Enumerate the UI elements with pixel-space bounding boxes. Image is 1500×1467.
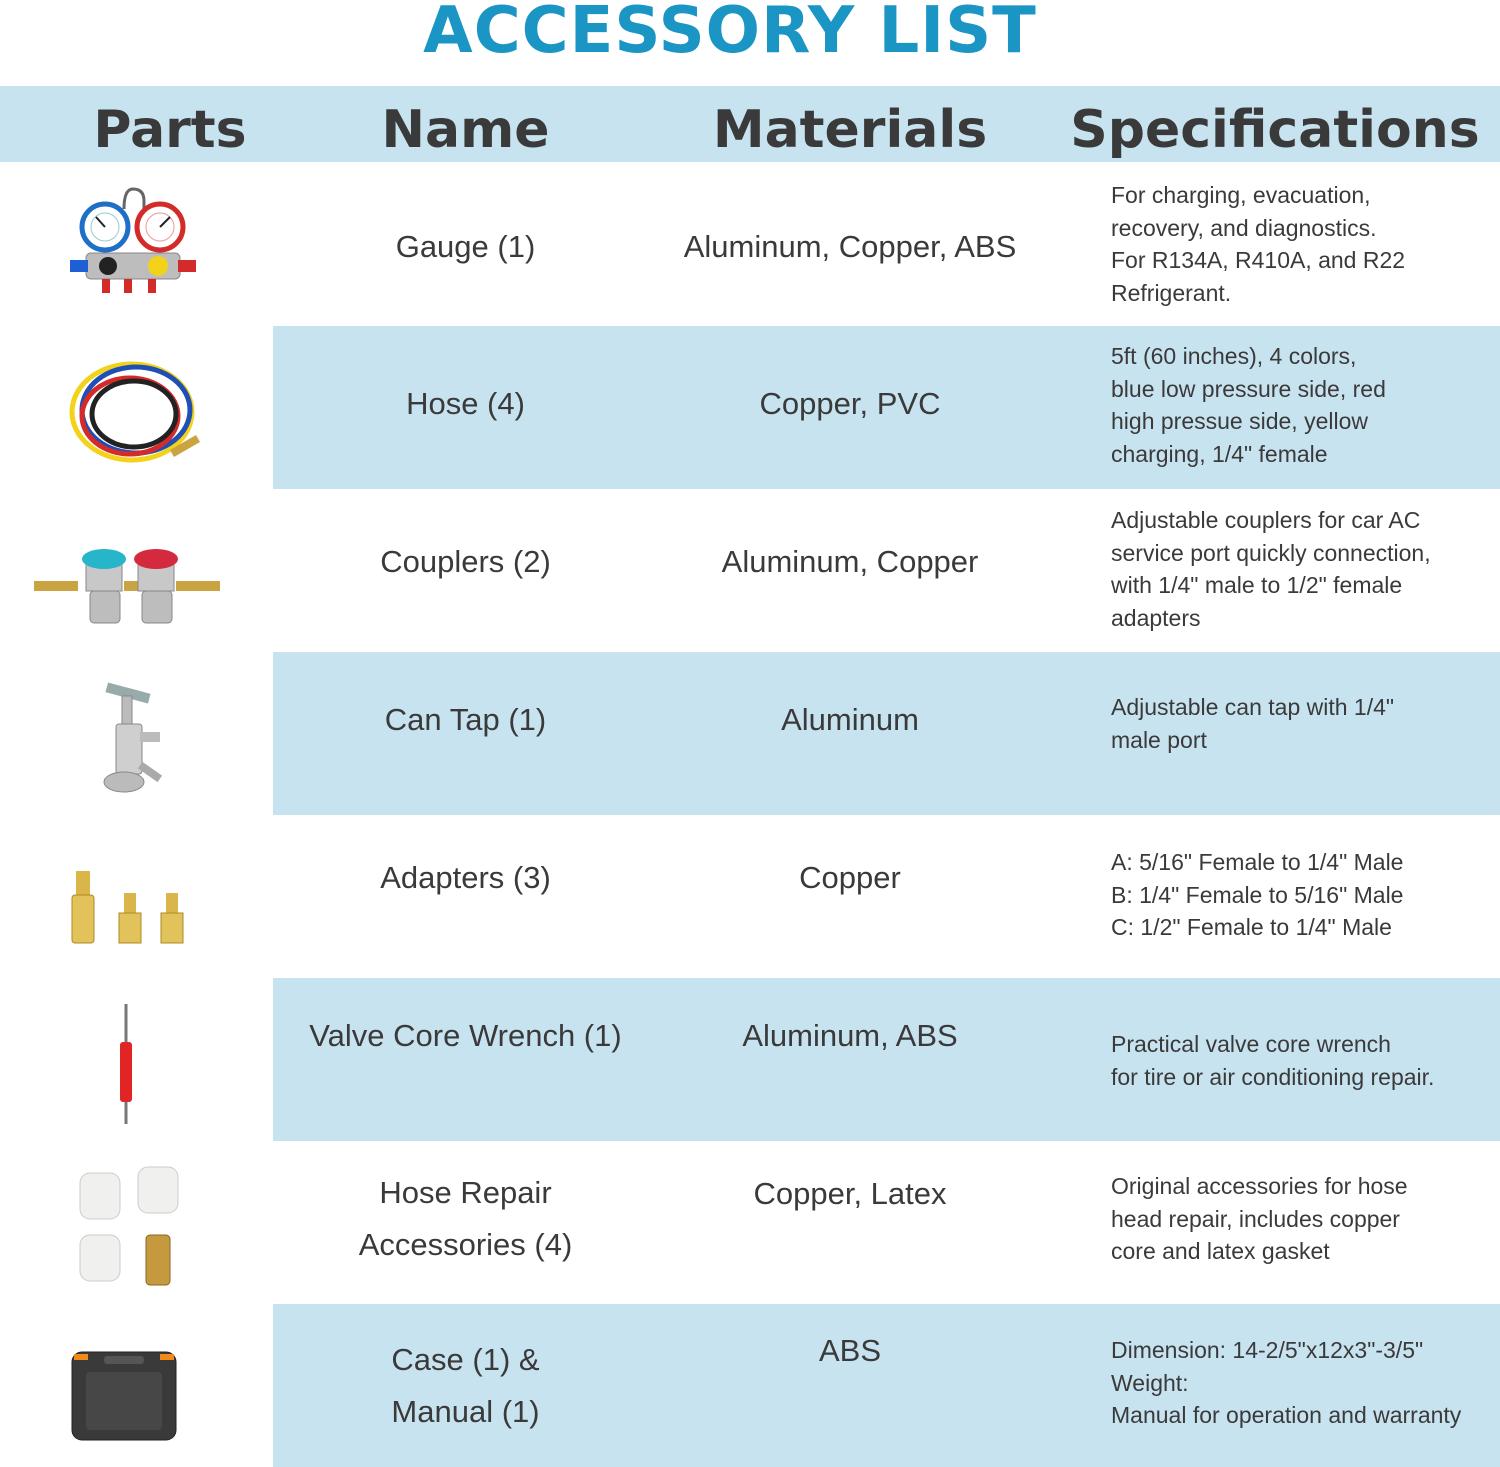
page-title: ACCESSORY LIST [423,0,1037,68]
table-row [0,652,1500,815]
part-materials: Copper [799,860,901,895]
couplers-icon [20,495,250,645]
table-header [0,86,1500,162]
part-name: Case (1) & Manual (1) [391,1342,540,1429]
part-materials: Aluminum [781,702,919,737]
part-spec: A: 5/16" Female to 1/4" Male B: 1/4" Female to 5/16" Male C: 1/2" Female to 1/4" Male [1111,849,1404,940]
part-spec: 5ft (60 inches), 4 colors, blue low pressure side, red high pressue side, yellow charging, 1/4" female [1111,343,1386,467]
header-specifications: Specifications [1070,100,1480,160]
part-materials: Copper, PVC [759,386,941,421]
part-materials: Aluminum, ABS [742,1018,958,1053]
carry-case-icon [20,1310,250,1460]
part-name: Hose Repair Accessories (4) [358,1175,573,1262]
hose-repair-parts-icon [20,1147,250,1297]
header-name: Name [381,100,550,160]
hose-icon [20,332,250,482]
table-row [0,489,1500,652]
part-spec: Adjustable can tap with 1/4" male port [1111,694,1395,753]
part-materials: Copper, Latex [753,1176,947,1211]
part-materials: ABS [818,1333,882,1368]
valve-core-wrench-icon [20,984,250,1134]
part-name: Couplers (2) [380,544,551,579]
part-spec: Dimension: 14-2/5"x12x3"-3/5" Weight: Manual for operation and warranty [1111,1337,1462,1428]
table-row [0,163,1500,326]
part-name: Adapters (3) [380,860,551,895]
part-spec: Practical valve core wrench for tire or air conditioning repair. [1111,1031,1435,1090]
part-spec: Adjustable couplers for car AC service port quickly connection, with 1/4" male to 1/2" female adapters [1111,507,1431,631]
table-row [0,815,1500,978]
adapters-icon [20,821,250,971]
table-row [0,978,1500,1141]
can-tap-icon [20,658,250,808]
manifold-gauge-icon [20,169,250,319]
part-spec: Original accessories for hose head repair, includes copper core and latex gasket [1111,1173,1408,1264]
part-materials: Aluminum, Copper, ABS [683,229,1017,264]
part-materials: Aluminum, Copper [721,544,979,579]
header-parts: Parts [93,100,247,160]
table-row [0,1141,1500,1304]
part-spec: For charging, evacuation, recovery, and diagnostics. For R134A, R410A, and R22 Refrigerant. [1111,182,1406,306]
header-materials: Materials [712,100,988,160]
table-row [0,326,1500,489]
table-row [0,1304,1500,1467]
part-name: Can Tap (1) [384,702,547,737]
part-name: Valve Core Wrench (1) [309,1018,622,1053]
part-name: Gauge (1) [395,229,536,264]
part-name: Hose (4) [406,386,525,421]
